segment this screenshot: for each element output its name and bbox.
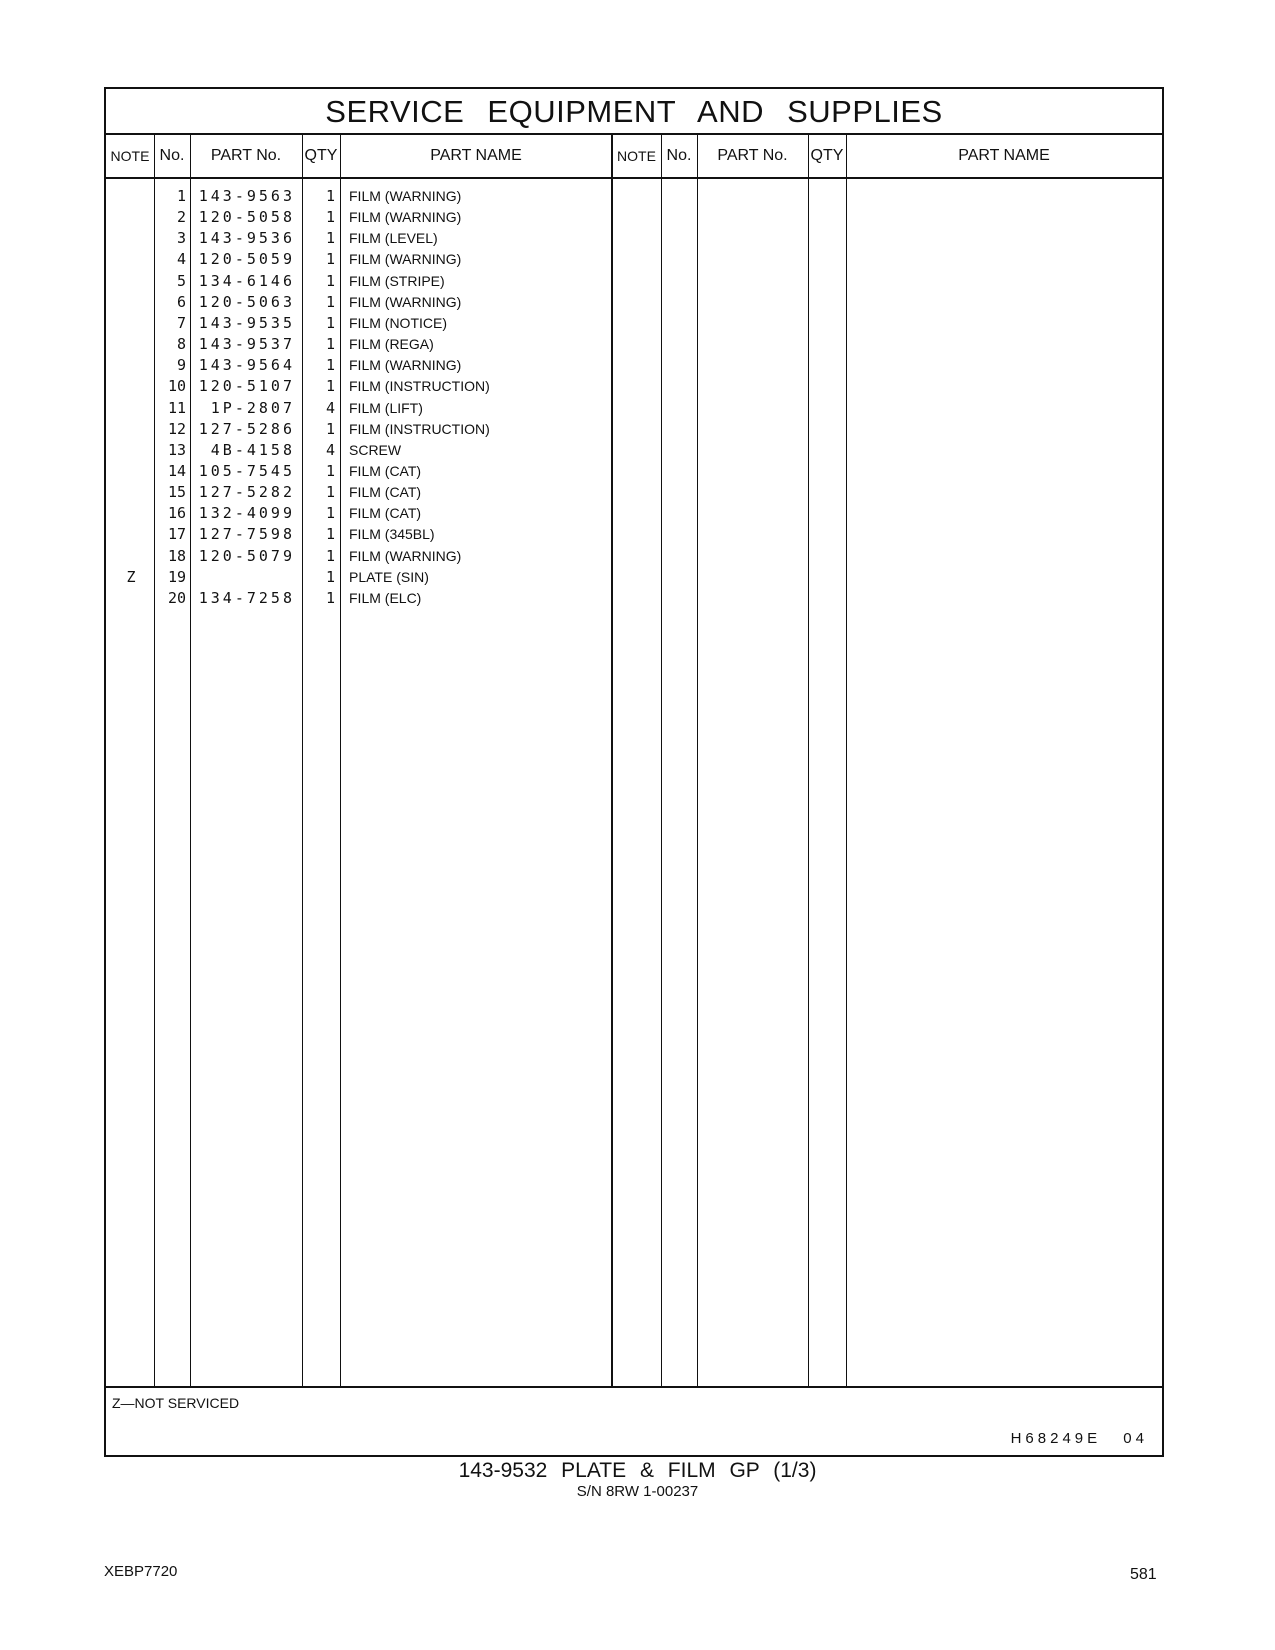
- table-row: [106, 333, 1162, 355]
- row-part-name: FILM (WARNING): [349, 251, 462, 268]
- row-part-name: FILM (INSTRUCTION): [349, 420, 490, 437]
- row-quantity: 1: [325, 525, 335, 544]
- row-part-name: FILM (LIFT): [349, 399, 423, 416]
- table-row: [106, 227, 1162, 249]
- table-row: [106, 502, 1162, 524]
- parts-table-frame: [104, 87, 1164, 1457]
- row-quantity: 1: [325, 335, 335, 354]
- row-part-number: 105-7545: [198, 461, 295, 480]
- row-part-number: 134-7258: [198, 588, 295, 607]
- row-quantity: 1: [325, 313, 335, 332]
- table-title: SERVICE EQUIPMENT AND SUPPLIES: [106, 89, 1162, 135]
- row-part-name: PLATE (SIN): [349, 568, 429, 585]
- row-number: 14: [167, 461, 186, 480]
- table-row: [106, 291, 1162, 313]
- header-no-right: No.: [666, 147, 692, 164]
- table-row: [106, 270, 1162, 292]
- row-part-name: FILM (NOTICE): [349, 314, 447, 331]
- header-no-left: No.: [159, 147, 185, 164]
- row-part-name: FILM (CAT): [349, 484, 422, 501]
- row-number: 4: [176, 250, 186, 269]
- row-part-number: 120-5063: [198, 292, 295, 311]
- row-quantity: 1: [325, 483, 335, 502]
- row-part-name: FILM (INSTRUCTION): [349, 378, 490, 395]
- row-part-name: FILM (ELC): [349, 589, 422, 606]
- row-number: 3: [176, 229, 186, 248]
- row-part-number: 127-5286: [198, 419, 295, 438]
- row-number: 6: [176, 292, 186, 311]
- row-quantity: 1: [325, 567, 335, 586]
- header-note-left: NOTE: [110, 148, 150, 164]
- row-quantity: 1: [325, 356, 335, 375]
- table-row: [106, 545, 1162, 567]
- row-number: 19: [167, 567, 186, 586]
- row-note: Z: [126, 567, 136, 586]
- row-quantity: 1: [325, 419, 335, 438]
- row-part-number: 143-9535: [198, 313, 295, 332]
- row-number: 16: [167, 504, 186, 523]
- row-number: 7: [176, 313, 186, 332]
- row-number: 11: [167, 398, 186, 417]
- table-row: [106, 481, 1162, 503]
- header-qty-right: QTY: [810, 147, 844, 164]
- row-part-name: FILM (WARNING): [349, 209, 462, 226]
- table-row: [106, 587, 1162, 609]
- table-header: [106, 135, 1162, 179]
- row-quantity: 1: [325, 229, 335, 248]
- table-row: [106, 523, 1162, 545]
- table-row: [106, 312, 1162, 334]
- header-part-name-left: PART NAME: [430, 147, 522, 164]
- row-quantity: 1: [325, 377, 335, 396]
- row-number: 1: [176, 187, 186, 205]
- table-row: [106, 375, 1162, 397]
- table-row: [106, 439, 1162, 461]
- serial-number: S/N 8RW 1‑00237: [576, 1483, 699, 1500]
- row-part-number: 120-5079: [198, 546, 295, 565]
- row-number: 9: [176, 356, 186, 375]
- row-part-name: FILM (REGA): [349, 336, 434, 353]
- row-part-number: 143-9564: [198, 356, 295, 375]
- row-quantity: 1: [325, 208, 335, 227]
- row-part-number: 143-9563: [198, 187, 295, 205]
- row-number: 10: [167, 377, 186, 396]
- header-part-name-right: PART NAME: [958, 147, 1050, 164]
- table-row: [106, 185, 1162, 207]
- row-number: 5: [176, 271, 186, 290]
- row-quantity: 1: [325, 461, 335, 480]
- row-number: 18: [167, 546, 186, 565]
- row-quantity: 1: [325, 250, 335, 269]
- row-part-name: FILM (STRIPE): [349, 272, 445, 289]
- table-row: [106, 354, 1162, 376]
- table-row: [106, 460, 1162, 482]
- row-part-name: FILM (WARNING): [349, 188, 462, 204]
- row-part-number: 134-6146: [198, 271, 295, 290]
- row-part-name: FILM (LEVEL): [349, 230, 438, 247]
- row-part-number: 1P-2807: [210, 398, 295, 417]
- row-number: 17: [167, 525, 186, 544]
- row-part-name: SCREW: [349, 441, 402, 458]
- row-quantity: 1: [325, 271, 335, 290]
- table-row: [106, 418, 1162, 440]
- table-row: [106, 248, 1162, 270]
- group-title: 143‑9532 PLATE & FILM GP (1/3): [458, 1459, 817, 1482]
- row-number: 20: [167, 588, 186, 607]
- row-quantity: 4: [325, 398, 335, 417]
- table-row: [106, 566, 1162, 588]
- row-part-name: FILM (WARNING): [349, 357, 462, 374]
- row-part-name: FILM (CAT): [349, 505, 422, 522]
- row-part-number: 127-7598: [198, 525, 295, 544]
- header-part-no-right: PART No.: [717, 147, 788, 164]
- row-part-number: 120-5107: [198, 377, 295, 396]
- row-quantity: 1: [325, 546, 335, 565]
- row-part-number: 127-5282: [198, 483, 295, 502]
- table-row: [106, 206, 1162, 228]
- row-number: 8: [176, 335, 186, 354]
- row-part-name: FILM (WARNING): [349, 293, 462, 310]
- row-part-number: 120-5059: [198, 250, 295, 269]
- row-part-number: 4B-4158: [210, 440, 295, 459]
- document-id: XEBP7720: [104, 1563, 178, 1580]
- row-part-name: FILM (CAT): [349, 462, 422, 479]
- row-part-number: 120-5058: [198, 208, 295, 227]
- footnote: Z—NOT SERVICED: [112, 1395, 240, 1411]
- header-qty-left: QTY: [304, 147, 338, 164]
- row-quantity: 4: [325, 440, 335, 459]
- row-part-name: FILM (WARNING): [349, 547, 462, 564]
- row-quantity: 1: [325, 504, 335, 523]
- row-number: 2: [176, 208, 186, 227]
- header-part-no-left: PART No.: [210, 147, 282, 164]
- row-part-name: FILM (345BL): [349, 526, 435, 543]
- row-part-number: 143-9536: [198, 229, 295, 248]
- footer-divider: [106, 1386, 1162, 1388]
- row-part-number: 132-4099: [198, 504, 295, 523]
- table-row: [106, 397, 1162, 419]
- header-note-right: NOTE: [617, 148, 656, 164]
- page-number: 581: [1130, 1566, 1157, 1583]
- row-number: 12: [167, 419, 186, 438]
- row-quantity: 1: [325, 588, 335, 607]
- reference-code: H68249E 04: [1010, 1430, 1148, 1447]
- row-quantity: 1: [325, 292, 335, 311]
- row-number: 15: [167, 483, 186, 502]
- row-quantity: 1: [325, 187, 335, 205]
- row-number: 13: [167, 440, 186, 459]
- row-part-number: 143-9537: [198, 335, 295, 354]
- page-caption: [0, 1458, 1275, 1500]
